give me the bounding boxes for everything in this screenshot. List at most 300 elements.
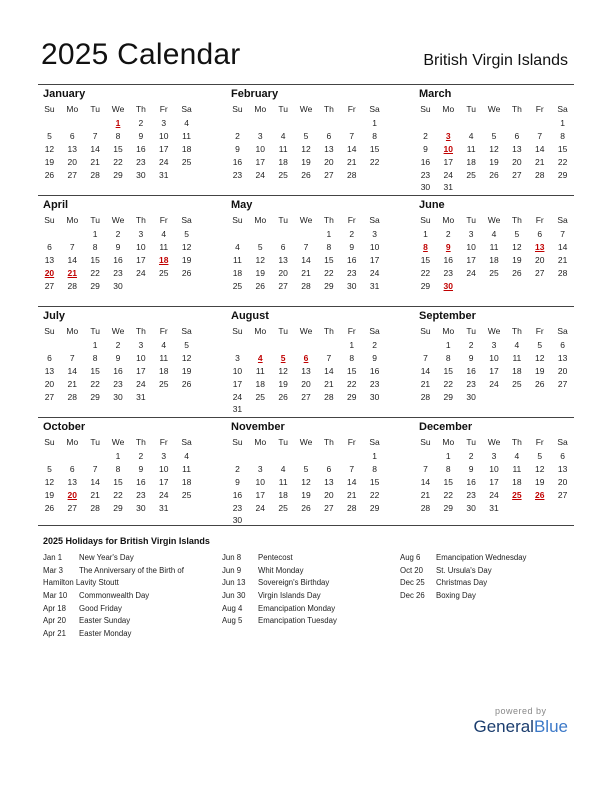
day-cell: 29 <box>443 391 454 402</box>
day-cell: 29 <box>346 391 357 402</box>
day-cell: 5 <box>47 130 52 141</box>
weekday-header: Tu <box>466 104 476 114</box>
day-cell: 11 <box>489 241 499 252</box>
day-cell: 23 <box>113 267 123 278</box>
weekday-header: Tu <box>90 215 100 225</box>
day-cell: 7 <box>537 130 543 141</box>
day-cell: 30 <box>466 391 476 402</box>
quarter-row <box>38 195 574 304</box>
month-name: January <box>43 88 86 100</box>
month-name: April <box>43 199 69 211</box>
day-cell: 22 <box>369 489 380 500</box>
holiday-name: Easter Sunday <box>79 616 131 626</box>
day-cell: 14 <box>420 365 431 376</box>
holiday-item <box>222 590 337 603</box>
day-cell: 31 <box>136 391 146 402</box>
day-cell: 27 <box>534 267 545 278</box>
day-cell: 30 <box>136 169 146 180</box>
weekday-header: Th <box>135 437 146 447</box>
day-cell: 31 <box>489 502 499 513</box>
day-cell: 12 <box>44 143 55 154</box>
weekday-header: Su <box>44 215 55 225</box>
holiday-list-title: 2025 Holidays for British Virgin Islands <box>43 536 210 546</box>
day-cell: 9 <box>115 241 121 252</box>
day-cell: 30 <box>466 502 476 513</box>
weekday-header: Tu <box>90 104 100 114</box>
day-cell: 28 <box>90 169 100 180</box>
weekday-header: We <box>487 437 501 447</box>
day-cell: 19 <box>489 156 499 167</box>
day-cell: 4 <box>468 130 474 141</box>
holiday-name: Pentecost <box>258 553 293 562</box>
day-cell: 13 <box>67 143 78 154</box>
day-cell: 27 <box>324 502 334 513</box>
day-cell: 27 <box>557 489 568 500</box>
day-cell: 7 <box>92 463 98 474</box>
day-cell: 3 <box>372 228 377 239</box>
day-cell: 15 <box>443 365 454 376</box>
weekday-header: Th <box>323 437 334 447</box>
day-cell: 2 <box>423 130 428 141</box>
day-cell: 20 <box>324 489 334 500</box>
day-cell: 5 <box>303 463 309 474</box>
day-cell: 25 <box>181 489 192 500</box>
day-cell: 14 <box>90 476 100 487</box>
day-cell: 17 <box>443 156 454 167</box>
holiday-item <box>43 590 149 603</box>
day-cell: 1 <box>115 450 121 461</box>
day-cell: 1 <box>349 339 355 350</box>
weekday-header: Tu <box>90 326 100 336</box>
day-cell: 13 <box>557 463 568 474</box>
holiday-item <box>222 603 337 616</box>
holiday-column <box>222 552 337 628</box>
day-cell: 4 <box>514 339 520 350</box>
day-cell: 2 <box>115 228 121 239</box>
day-cell: 17 <box>158 143 169 154</box>
day-cell: 16 <box>113 365 123 376</box>
holiday-day: 5 <box>280 352 286 363</box>
day-cell: 27 <box>278 280 288 291</box>
day-cell: 13 <box>557 352 568 363</box>
day-cell: 20 <box>512 156 522 167</box>
day-cell: 20 <box>557 365 568 376</box>
day-cell: 21 <box>301 267 311 278</box>
holiday-date: Jun 8 <box>222 553 242 562</box>
weekday-header: Mo <box>66 326 79 336</box>
weekday-header: Mo <box>254 215 267 225</box>
day-cell: 5 <box>184 339 189 350</box>
day-cell: 21 <box>346 489 357 500</box>
day-cell: 10 <box>255 476 266 487</box>
day-cell: 2 <box>468 339 474 350</box>
day-cell: 8 <box>349 352 355 363</box>
month-name: July <box>43 310 66 322</box>
day-cell: 25 <box>158 378 169 389</box>
holiday-day: 4 <box>257 352 263 363</box>
day-cell: 18 <box>278 156 288 167</box>
day-cell: 7 <box>423 463 428 474</box>
holiday-name: Good Friday <box>79 603 122 613</box>
month-name: December <box>419 421 473 433</box>
day-cell: 31 <box>232 404 243 415</box>
day-cell: 15 <box>443 476 454 487</box>
day-cell: 20 <box>278 267 288 278</box>
weekday-header: Su <box>420 104 431 114</box>
weekday-header: Sa <box>181 215 192 225</box>
month-name: October <box>43 421 86 433</box>
day-cell: 19 <box>44 489 55 500</box>
day-cell: 22 <box>90 378 100 389</box>
day-cell: 22 <box>90 267 100 278</box>
day-cell: 4 <box>184 450 189 461</box>
day-cell: 26 <box>44 169 55 180</box>
day-cell: 17 <box>255 489 266 500</box>
day-cell: 26 <box>181 267 192 278</box>
weekday-header: We <box>487 104 501 114</box>
day-cell: 12 <box>301 143 311 154</box>
day-cell: 12 <box>489 143 499 154</box>
weekday-header: Th <box>323 326 334 336</box>
day-cell: 9 <box>349 241 355 252</box>
weekday-header: Mo <box>254 326 267 336</box>
day-cell: 21 <box>420 378 431 389</box>
weekday-header: Fr <box>347 104 356 114</box>
day-cell: 24 <box>369 267 380 278</box>
day-cell: 11 <box>512 352 522 363</box>
day-cell: 2 <box>138 117 144 128</box>
weekday-header: Mo <box>66 215 79 225</box>
day-cell: 25 <box>278 502 288 513</box>
weekday-header: We <box>111 104 125 114</box>
day-cell: 11 <box>182 130 191 141</box>
month-name: February <box>231 88 279 100</box>
holiday-name: Virgin Islands Day <box>258 591 321 601</box>
day-cell: 12 <box>255 254 266 265</box>
holiday-day: 20 <box>67 489 78 500</box>
day-cell: 13 <box>67 476 78 487</box>
day-cell: 14 <box>301 254 311 265</box>
weekday-header: Sa <box>181 326 192 336</box>
weekday-header: We <box>487 215 501 225</box>
day-cell: 23 <box>232 502 243 513</box>
weekday-header: Fr <box>535 215 544 225</box>
weekday-header: Th <box>511 104 522 114</box>
day-cell: 13 <box>301 365 311 376</box>
day-cell: 11 <box>159 241 169 252</box>
day-cell: 14 <box>346 143 357 154</box>
day-cell: 12 <box>512 241 522 252</box>
day-cell: 17 <box>158 476 169 487</box>
weekday-header: We <box>111 215 125 225</box>
day-cell: 6 <box>326 463 332 474</box>
day-cell: 28 <box>324 391 334 402</box>
day-cell: 2 <box>445 228 451 239</box>
holiday-day: 8 <box>423 241 428 252</box>
day-cell: 19 <box>181 254 192 265</box>
day-cell: 12 <box>181 352 192 363</box>
day-cell: 1 <box>326 228 332 239</box>
holiday-day: 10 <box>443 143 454 154</box>
holiday-name: Boxing Day <box>436 591 476 601</box>
day-cell: 18 <box>255 378 266 389</box>
day-cell: 3 <box>138 228 144 239</box>
day-cell: 11 <box>466 143 476 154</box>
day-cell: 16 <box>232 489 243 500</box>
holiday-day: 21 <box>67 267 78 278</box>
day-cell: 28 <box>534 169 545 180</box>
day-cell: 24 <box>489 489 499 500</box>
day-cell: 1 <box>92 339 98 350</box>
day-cell: 9 <box>115 352 121 363</box>
day-cell: 28 <box>420 502 431 513</box>
brand-name-part1: General <box>473 717 534 736</box>
day-cell: 16 <box>466 476 476 487</box>
day-cell: 27 <box>67 169 78 180</box>
day-cell: 15 <box>113 143 123 154</box>
weekday-header: We <box>299 215 313 225</box>
day-cell: 5 <box>537 450 543 461</box>
day-cell: 15 <box>90 254 100 265</box>
holiday-name: Easter Monday <box>79 629 132 639</box>
day-cell: 3 <box>161 450 167 461</box>
day-cell: 4 <box>514 450 520 461</box>
weekday-header: We <box>299 104 313 114</box>
day-cell: 24 <box>136 267 146 278</box>
holiday-name: Christmas Day <box>436 578 488 588</box>
weekday-header: Fr <box>347 437 356 447</box>
day-cell: 25 <box>278 169 288 180</box>
day-cell: 12 <box>534 352 545 363</box>
day-cell: 30 <box>346 280 357 291</box>
holiday-day: 25 <box>512 489 522 500</box>
holiday-date: Jun 30 <box>222 591 246 601</box>
day-cell: 24 <box>489 378 499 389</box>
weekday-header: Mo <box>442 326 455 336</box>
day-cell: 23 <box>346 267 357 278</box>
day-cell: 21 <box>90 156 100 167</box>
holiday-name: Commonwealth Day <box>79 591 150 601</box>
day-cell: 13 <box>324 476 334 487</box>
day-cell: 12 <box>44 476 55 487</box>
day-cell: 6 <box>537 228 543 239</box>
holiday-item <box>43 628 149 641</box>
holiday-item <box>222 615 337 628</box>
weekday-header: Mo <box>442 104 455 114</box>
day-cell: 23 <box>443 267 454 278</box>
month-name: May <box>231 199 253 211</box>
holiday-name: Sovereign's Birthday <box>258 578 330 588</box>
day-cell: 7 <box>349 463 355 474</box>
day-cell: 16 <box>466 365 476 376</box>
weekday-header: Su <box>44 437 55 447</box>
day-cell: 9 <box>138 463 144 474</box>
weekday-header: Tu <box>278 326 288 336</box>
holiday-item <box>400 552 526 565</box>
day-cell: 4 <box>280 130 286 141</box>
day-cell: 2 <box>372 339 377 350</box>
day-cell: 11 <box>278 476 288 487</box>
brand-name-part2: Blue <box>533 717 568 736</box>
powered-by-text: powered by <box>494 706 547 716</box>
day-cell: 17 <box>136 365 146 376</box>
holiday-item <box>43 565 184 590</box>
day-cell: 2 <box>115 339 121 350</box>
day-cell: 5 <box>47 463 52 474</box>
weekday-header: Th <box>511 437 522 447</box>
weekday-header: We <box>299 437 313 447</box>
weekday-header: Sa <box>557 215 568 225</box>
day-cell: 19 <box>301 489 311 500</box>
weekday-header: Tu <box>278 215 288 225</box>
day-cell: 29 <box>443 502 454 513</box>
day-cell: 19 <box>181 365 192 376</box>
weekday-header: Sa <box>557 326 568 336</box>
day-cell: 17 <box>489 476 499 487</box>
holiday-item <box>43 615 149 628</box>
holiday-date: Mar 10 <box>43 591 68 601</box>
day-cell: 19 <box>534 365 545 376</box>
day-cell: 13 <box>44 254 55 265</box>
holiday-date: Jun 13 <box>222 578 246 588</box>
day-cell: 29 <box>113 169 123 180</box>
day-cell: 10 <box>158 463 169 474</box>
day-cell: 19 <box>301 156 311 167</box>
weekday-header: Fr <box>159 326 168 336</box>
day-cell: 16 <box>346 254 357 265</box>
day-cell: 10 <box>255 143 266 154</box>
weekday-header: Fr <box>535 104 544 114</box>
quarter-row <box>38 417 574 526</box>
day-cell: 18 <box>232 267 243 278</box>
month-name: November <box>231 421 285 433</box>
day-cell: 8 <box>92 241 98 252</box>
day-cell: 18 <box>181 143 192 154</box>
day-cell: 29 <box>557 169 568 180</box>
holiday-day: 3 <box>445 130 451 141</box>
day-cell: 24 <box>255 502 266 513</box>
weekday-header: Fr <box>535 326 544 336</box>
day-cell: 22 <box>443 489 454 500</box>
weekday-header: We <box>111 437 125 447</box>
weekday-header: Su <box>232 326 243 336</box>
day-cell: 20 <box>67 156 78 167</box>
day-cell: 19 <box>44 156 55 167</box>
holiday-item <box>43 603 149 616</box>
day-cell: 30 <box>113 280 123 291</box>
weekday-header: Su <box>420 215 431 225</box>
day-cell: 21 <box>420 489 431 500</box>
day-cell: 1 <box>423 228 428 239</box>
day-cell: 26 <box>301 169 311 180</box>
day-cell: 22 <box>346 378 357 389</box>
day-cell: 27 <box>44 280 55 291</box>
weekday-header: Su <box>420 437 431 447</box>
day-cell: 18 <box>512 476 522 487</box>
day-cell: 19 <box>278 378 288 389</box>
day-cell: 28 <box>557 267 568 278</box>
holiday-date: Apr 18 <box>43 603 66 613</box>
day-cell: 1 <box>92 228 98 239</box>
day-cell: 28 <box>301 280 311 291</box>
weekday-header: Tu <box>466 215 476 225</box>
day-cell: 23 <box>232 169 243 180</box>
day-cell: 11 <box>512 463 522 474</box>
holiday-item <box>222 565 337 578</box>
day-cell: 18 <box>489 254 499 265</box>
day-cell: 21 <box>90 489 100 500</box>
brand-logo <box>473 706 568 737</box>
day-cell: 10 <box>136 241 146 252</box>
day-cell: 3 <box>235 352 240 363</box>
day-cell: 30 <box>420 182 431 193</box>
day-cell: 29 <box>324 280 334 291</box>
day-cell: 1 <box>372 450 377 461</box>
day-cell: 28 <box>67 280 78 291</box>
day-cell: 14 <box>420 476 431 487</box>
day-cell: 5 <box>537 339 543 350</box>
day-cell: 11 <box>255 365 265 376</box>
day-cell: 31 <box>369 280 380 291</box>
day-cell: 22 <box>369 156 380 167</box>
day-cell: 26 <box>278 391 288 402</box>
quarter-row <box>38 84 574 193</box>
holiday-name: Emancipation Wednesday <box>436 553 527 562</box>
day-cell: 23 <box>113 378 123 389</box>
weekday-header: Fr <box>535 437 544 447</box>
day-cell: 5 <box>184 228 189 239</box>
day-cell: 27 <box>512 169 522 180</box>
day-cell: 26 <box>534 378 545 389</box>
holiday-list <box>43 536 583 639</box>
day-cell: 31 <box>158 169 169 180</box>
day-cell: 26 <box>489 169 499 180</box>
holiday-item <box>43 552 149 565</box>
day-cell: 29 <box>369 502 380 513</box>
weekday-header: Th <box>323 104 334 114</box>
day-cell: 12 <box>278 365 288 376</box>
weekday-header: Su <box>44 104 55 114</box>
day-cell: 6 <box>47 352 52 363</box>
day-cell: 4 <box>184 117 189 128</box>
day-cell: 7 <box>69 241 75 252</box>
day-cell: 10 <box>232 365 243 376</box>
day-cell: 25 <box>181 156 192 167</box>
weekday-header: Sa <box>369 104 380 114</box>
day-cell: 22 <box>443 378 454 389</box>
day-cell: 7 <box>349 130 355 141</box>
day-cell: 10 <box>489 463 499 474</box>
holiday-day: 1 <box>115 117 121 128</box>
day-cell: 24 <box>443 169 454 180</box>
day-cell: 9 <box>138 130 144 141</box>
day-cell: 7 <box>423 352 428 363</box>
weekday-header: Su <box>44 326 55 336</box>
weekday-header: Sa <box>181 104 192 114</box>
day-cell: 29 <box>90 391 100 402</box>
weekday-header: Fr <box>347 326 356 336</box>
day-cell: 10 <box>158 130 169 141</box>
day-cell: 15 <box>420 254 431 265</box>
weekday-header: Su <box>232 104 243 114</box>
day-cell: 3 <box>257 130 263 141</box>
day-cell: 31 <box>443 182 454 193</box>
day-cell: 26 <box>301 502 311 513</box>
weekday-header: Sa <box>369 215 380 225</box>
weekday-header: Th <box>511 215 522 225</box>
day-cell: 23 <box>136 489 146 500</box>
day-cell: 6 <box>69 130 75 141</box>
